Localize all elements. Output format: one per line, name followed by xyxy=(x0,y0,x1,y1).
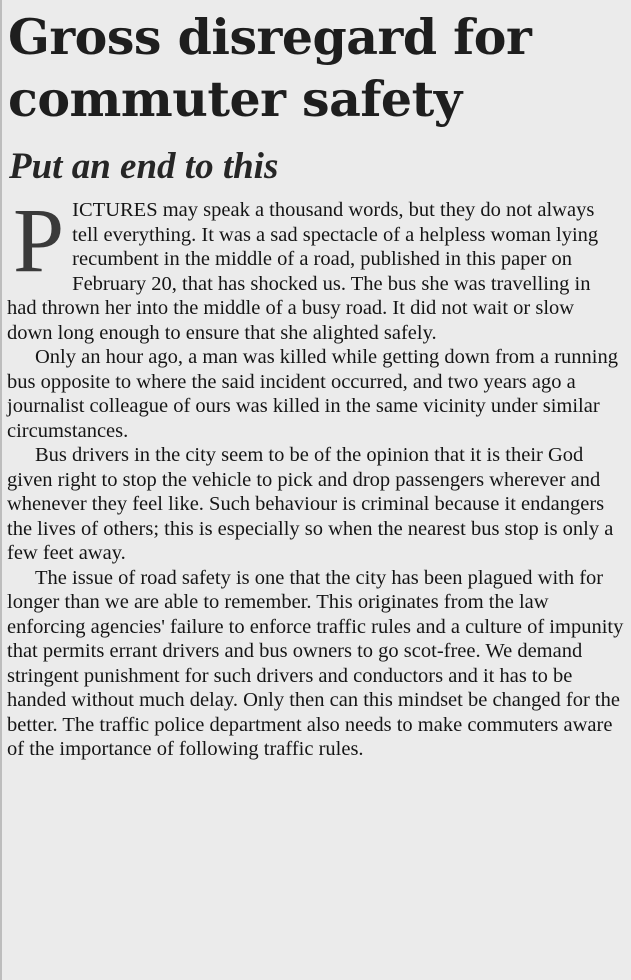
paragraph-1-text: may speak a thousand words, but they do not always tell everything. It was a sad spectacle of a helpless woman lying recumbent in the middle of a road, published in this paper on February 20, that has shocked us. The bus she was travelling in had thrown her into the middle of a busy road. It did not wait or slow down long enough to ensure that she alighted safely. xyxy=(7,199,599,344)
paragraph-3: Bus drivers in the city seem to be of the opinion that it is their God given right to stop the vehicle to pick and drop passengers wherever and whenever they feel like. Such behaviour is criminal because it endangers the lives of others; this is especially so when the nearest bus stop is only a few feet away. xyxy=(7,444,614,564)
paragraph-2: Only an hour ago, a man was killed while getting down from a running bus opposite to where the said incident occurred, and two years ago a journalist colleague of ours was killed in the same vicinity under similar circumstances. xyxy=(7,346,618,442)
paragraph-4: The issue of road safety is one that the city has been plagued with for longer than we are able to remember. This originates from the law enforcing agencies' failure to enforce traffic rules and a culture of impunity that permits errant drivers and bus owners to go scot-free. We demand stringent punishment for such drivers and conductors and it has to be handed without much delay. Only then can this mindset be changed for the better. The traffic police department also needs to make commuters aware of the importance of following traffic rules. xyxy=(7,566,624,760)
paragraph-1 xyxy=(7,189,624,345)
article-body xyxy=(7,189,624,762)
subheadline: Put an end to this xyxy=(9,146,279,187)
lead-in-text: ICTURES xyxy=(72,199,158,221)
drop-cap: P xyxy=(13,189,65,291)
headline: Gross disregard for commuter safety xyxy=(8,8,532,128)
